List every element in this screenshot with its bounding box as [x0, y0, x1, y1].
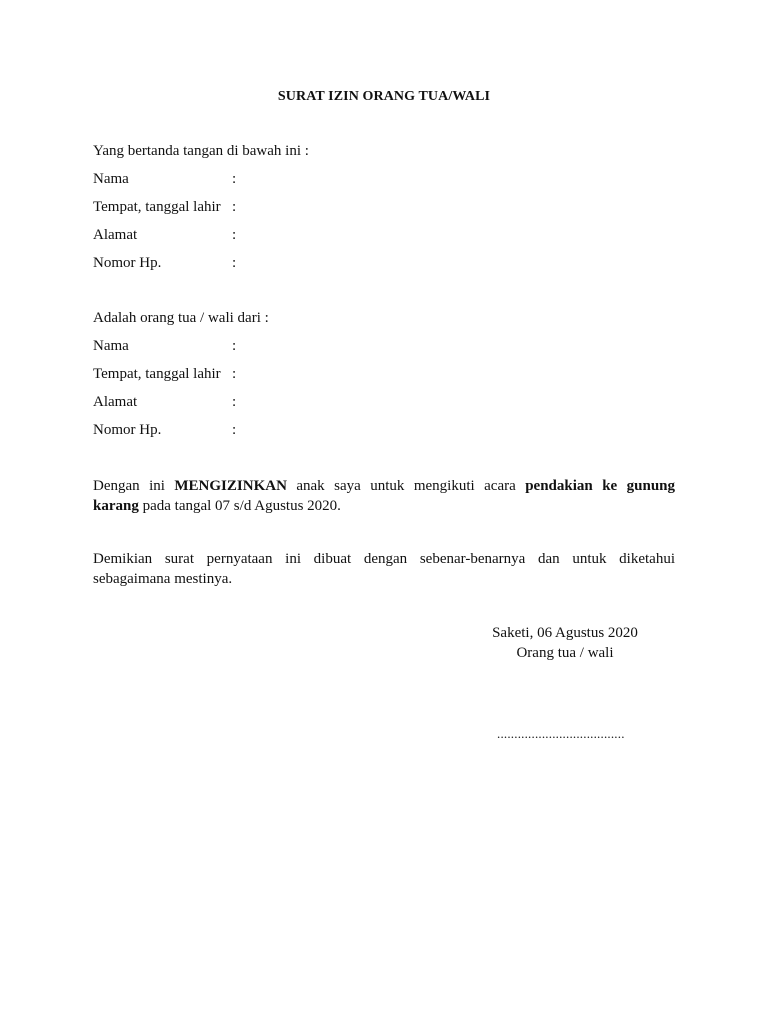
place-date: Saketi, 06 Agustus 2020 [492, 625, 638, 641]
relation-text: Adalah orang tua / wali dari : [93, 310, 269, 326]
permission-paragraph [93, 476, 675, 516]
field-colon: : [232, 171, 237, 187]
field-colon: : [232, 394, 237, 410]
parent-field-address [93, 227, 236, 244]
parent-field-name [93, 171, 236, 188]
permission-date: pada tangal 07 s/d Agustus 2020. [142, 498, 341, 514]
signer-role: Orang tua / wali [516, 645, 614, 661]
field-label: Nomor Hp. [93, 255, 162, 271]
field-label: Alamat [93, 394, 138, 410]
permission-keyword: MENGIZINKAN [174, 478, 287, 494]
child-field-name [93, 338, 236, 355]
field-label: Tempat, tanggal lahir [93, 199, 221, 215]
child-field-address [93, 394, 236, 411]
permission-text: Dengan ini [93, 478, 165, 494]
permission-text: anak saya untuk mengikuti acara [296, 478, 516, 494]
permission-line-1 [93, 476, 675, 496]
field-colon: : [232, 255, 237, 271]
page-title: SURAT IZIN ORANG TUA/WALI [277, 89, 491, 104]
closing-line-2: sebagaimana mestinya. [93, 571, 233, 587]
closing-line-1: Demikian surat pernyataan ini dibuat dengan sebenar-benarnya dan untuk diketahui [93, 551, 675, 567]
field-colon: : [232, 199, 237, 215]
signature-block [470, 623, 660, 663]
field-label: Alamat [93, 227, 138, 243]
field-colon: : [232, 422, 237, 438]
intro-text: Yang bertanda tangan di bawah ini : [93, 143, 309, 159]
activity-location: karang [93, 498, 139, 514]
parent-field-phone [93, 255, 236, 272]
field-label: Nama [93, 338, 129, 354]
field-label: Nama [93, 171, 129, 187]
child-field-birth [93, 366, 236, 383]
field-label: Tempat, tanggal lahir [93, 366, 221, 382]
signature-line: ..................................... [497, 726, 625, 741]
field-colon: : [232, 338, 237, 354]
field-colon: : [232, 227, 237, 243]
field-label: Nomor Hp. [93, 422, 162, 438]
activity-name: pendakian ke gunung [525, 478, 676, 494]
field-colon: : [232, 366, 237, 382]
child-field-phone [93, 422, 236, 439]
parent-field-birth [93, 199, 236, 216]
closing-paragraph [93, 549, 675, 589]
